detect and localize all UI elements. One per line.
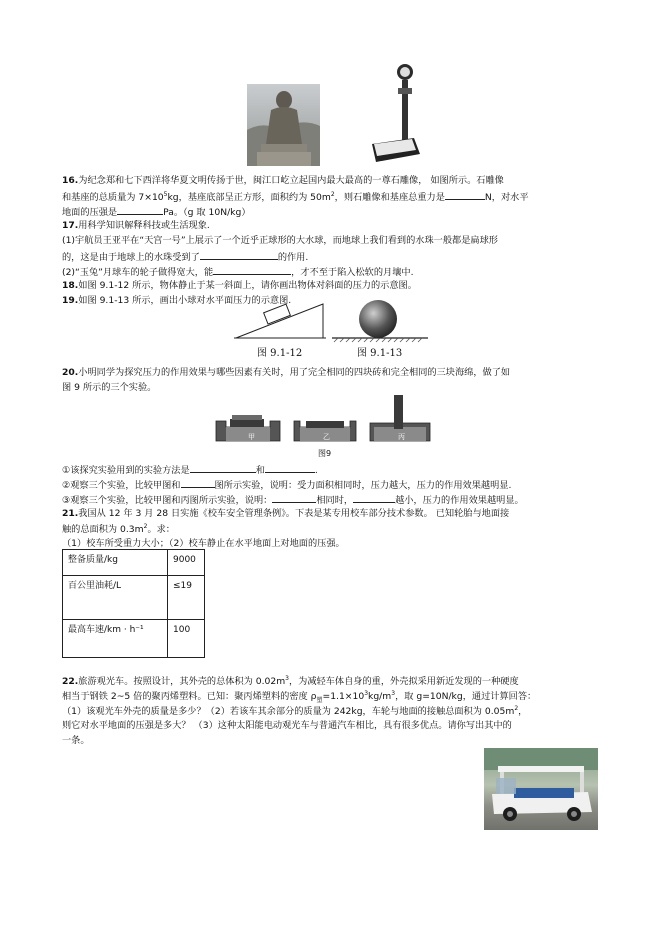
fig-9-1-12-caption: 图 9.1-12 [257,348,303,359]
q20-s1-end: . [314,465,318,476]
q16-text: 为纪念郑和七下西洋将华夏文明传扬于世，闽江口屹立起国内最大最高的一尊石雕像， 如图所示。石雕像 [78,175,504,186]
q22-text5: 一条。 [62,735,90,746]
q16-exponent: 5 [163,190,168,198]
q16-number: 16. [62,175,79,186]
q20-text2: 图 9 所示的三个实验。 [62,382,157,393]
q17-text3b: ，才不至于陷入松软的月壤中. [291,267,414,278]
q22-exponent3: 3 [391,690,396,697]
label-bing: 丙 [398,433,405,441]
q16-exponent2: 2 [330,190,335,198]
q21-text2b: 。求： [147,524,175,536]
label-jia: 甲 [248,433,255,441]
spec-label: 最高车速/km · h⁻¹ [63,620,168,658]
fig-9-caption: 图9 [318,449,332,458]
spec-label: 整备质量/kg [63,550,168,576]
ball-diagram [332,300,428,342]
q21-exponent: 2 [143,523,148,530]
label-yi: 乙 [323,433,330,441]
q17-title: 用科学知识解释科技或生活现象. [78,220,210,231]
q20-number: 20. [62,367,79,378]
fig-9-1-13-caption: 图 9.1-13 [357,348,403,359]
q17-blank2[interactable] [213,264,291,275]
spec-label: 百公里油耗/L [63,576,168,620]
table-row [63,576,205,620]
table-row [63,620,205,658]
q18-number: 18. [62,280,79,291]
q17-line2 [62,234,498,248]
q21-text3: （1）校车所受重力大小；（2）校车静止在水平地面上对地面的压强。 [62,538,345,549]
q22-exponent4: 2 [514,705,519,712]
q17-line1 [62,219,210,233]
q22-line3 [62,704,527,719]
q22-text2: 相当于钢铁 2~5 倍的聚丙烯塑料。已知：聚丙烯塑料的密度 ρ [62,691,317,703]
q20-s3-text: ③观察三个实验，比较甲图和丙图所示实验，说明： [62,495,273,506]
q20-s3-text3: 越小，压力的作用效果越明显。 [395,495,524,506]
q22-text1b: ，为减轻车体自身的重，外壳拟采用新近发现的一种硬度 [289,676,519,688]
q22-exponent1: 3 [285,675,289,682]
spec-value: 9000 [168,550,205,576]
q17-line3 [62,249,308,265]
q22-subscript: 塑 [316,696,323,704]
q18-text: 如图 9.1-12 所示，物体静止于某一斜面上，请你画出物体对斜面的压力的示意图。 [78,280,417,291]
q17-text3: (2)“玉兔”月球车的轮子做得宽大，能 [62,267,214,278]
q17-text1: (1)宇航员王亚平在“天宫一号”上展示了一个近乎正球形的大水球，而地球上我们看到的水珠一般都是扁球形 [62,235,498,246]
q20-s1-text: ①该探究实验用到的实验方法是 [62,465,190,476]
table-row [63,550,205,576]
q20-line1 [62,366,510,380]
q16-mass: 和基座的总质量为 7×10 [62,192,164,203]
q16-pressure-unit: Pa。（g 取 10N/kg） [163,207,251,218]
q16-pressure-prompt: 地面的压强是 [62,207,118,218]
q20-s1-and: 和 [255,465,265,476]
q20-step3 [62,492,524,508]
q17-line4 [62,264,414,280]
q22-text4: 则它对水平地面的压强是多大？ （3）这种太阳能电动观光车与普通汽车相比，具有很多优点。请你写出其中的 [62,720,512,731]
q16-gravity-prompt: ，则石雕像和基座总重力是 [334,192,445,203]
q21-text2: 触的总面积为 0.3m [62,524,144,536]
spec-value: 100 [168,620,205,658]
q20-same-blank[interactable] [272,492,316,503]
q17-text2: 的，这是由于地球上的水珠受到了 [62,252,200,263]
q19-text: 如图 9.1-13 所示，画出小球对水平面压力的示意图. [78,295,292,306]
q19-number: 19. [62,295,79,306]
q20-s2-text: ②观察三个实验，比较甲图和 [62,480,181,491]
q22-line5 [62,734,90,748]
q20-s3-text2: 相同时， [316,495,354,506]
incline-diagram [234,304,326,338]
q22-text3b: ， [518,706,528,718]
q20-step1 [62,462,318,478]
q20-method-blank2[interactable] [265,462,315,473]
q16-gravity-unit: N，对水平 [484,192,529,203]
q22-text2c: kg/m [368,691,392,703]
q16-line3 [62,204,251,220]
q22-exponent2: 3 [364,690,369,697]
q20-method-blank1[interactable] [190,462,256,473]
q22-number: 22. [62,676,79,688]
q22-text2b: =1.1×10 [322,691,365,703]
q22-text1: 旅游观光车。按照设计，其外壳的总体积为 0.02m [78,676,286,688]
q20-step2 [62,477,511,493]
q21-line1 [62,507,509,521]
scale-photo [368,64,424,166]
q16-line2 [62,189,529,205]
q20-figure-blank[interactable] [181,477,215,488]
sightseeing-car-photo [484,748,598,830]
q22-line1 [62,674,519,689]
q17-blank1[interactable] [200,249,278,260]
q22-line2 [62,689,536,705]
q16-area: kg，基座底部呈正方形，面积约为 50m [167,192,331,203]
q17-number: 17. [62,220,79,231]
q22-line4 [62,719,512,733]
q16-line1 [62,174,504,188]
q18-line [62,279,417,293]
q17-text2b: 的作用. [277,252,309,263]
ball [359,300,397,338]
q16-gravity-blank[interactable] [445,189,485,200]
q16-pressure-blank[interactable] [117,204,163,215]
spec-value: ≤19 [168,576,205,620]
q21-line2 [62,522,175,537]
q20-line2 [62,381,156,395]
q21-number: 21. [62,508,79,519]
q20-text1: 小明同学为探究压力的作用效果与哪些因素有关时，用了完全相同的四块砖和完全相同的三块海绵，做了如 [78,367,511,378]
q22-text3: （1）该观光车外壳的质量是多少？（2）若该车其余部分的质量为 242kg，车轮与地面的接触总面积为 0.05m [62,706,515,718]
q20-smaller-blank[interactable] [353,492,395,503]
school-bus-spec-table [62,549,205,658]
q21-text1: 我国从 12 年 3 月 28 日实施《校车安全管理条例》。下表是某专用校车部分技术参数。 已知轮胎与地面接 [78,508,510,519]
q20-s2-text2: 图所示实验，说明：受力面积相同时，压力越大，压力的作用效果越明显. [214,480,512,491]
statue-photo [247,84,320,166]
q22-text2d: ，取 g=10N/kg，通过计算回答： [395,691,537,703]
